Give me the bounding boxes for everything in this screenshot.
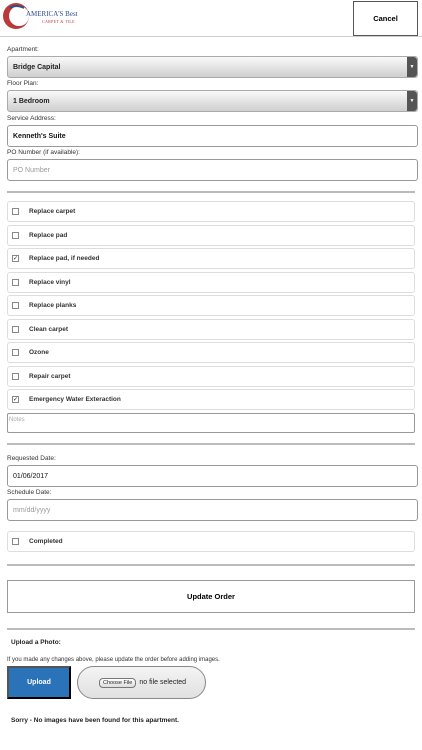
floor-plan-select[interactable] xyxy=(7,90,418,112)
service-label: Replace carpet xyxy=(29,208,76,215)
divider xyxy=(7,564,415,566)
apartment-value: Bridge Capital xyxy=(13,63,61,71)
dropdown-arrow-icon: ▼ xyxy=(407,57,417,77)
service-checkbox-row[interactable] xyxy=(7,272,415,293)
update-order-button[interactable]: Update Order xyxy=(7,580,415,613)
checkmark-icon: ✓ xyxy=(13,256,19,262)
floor-plan-value: 1 Bedroom xyxy=(13,97,50,105)
choose-file-button[interactable]: Choose File xyxy=(99,678,136,688)
checkmark-icon: ✓ xyxy=(13,397,19,403)
completed-checkbox-row[interactable] xyxy=(7,531,415,552)
no-file-text: no file selected xyxy=(139,679,187,686)
service-address-input[interactable]: Kenneth's Suite xyxy=(7,125,418,147)
po-number-label: PO Number (if available): xyxy=(7,149,80,156)
unchecked-checkbox[interactable] xyxy=(12,302,19,309)
service-checkbox-row[interactable] xyxy=(7,225,415,246)
unchecked-checkbox[interactable] xyxy=(12,349,19,356)
service-checkbox-row[interactable] xyxy=(7,319,415,340)
service-checkbox-row[interactable] xyxy=(7,295,415,316)
unchecked-checkbox[interactable] xyxy=(12,232,19,239)
service-checkbox-row[interactable] xyxy=(7,342,415,363)
unchecked-checkbox[interactable] xyxy=(12,279,19,286)
unchecked-checkbox[interactable] xyxy=(12,326,19,333)
cancel-button[interactable]: Cancel xyxy=(353,1,418,36)
upload-button[interactable]: Upload xyxy=(7,666,71,699)
upload-photo-title: Upload a Photo: xyxy=(11,639,61,646)
divider xyxy=(7,628,415,630)
requested-date-input[interactable]: 01/06/2017 xyxy=(7,465,418,487)
schedule-date-label: Schedule Date: xyxy=(7,489,52,496)
completed-label: Completed xyxy=(29,538,63,545)
service-label: Ozone xyxy=(29,349,49,356)
service-label: Replace vinyl xyxy=(29,278,71,286)
logo-subtitle: CARPET & TILE xyxy=(42,19,75,24)
schedule-date-input[interactable]: mm/dd/yyyy xyxy=(7,499,418,521)
service-label: Repair carpet xyxy=(29,372,71,380)
upload-info-text: If you made any changes above, please update the order before adding images. xyxy=(7,657,220,663)
apartment-label: Apartment: xyxy=(7,46,39,53)
floor-plan-label: Floor Plan: xyxy=(7,80,39,87)
requested-date-label: Requested Date: xyxy=(7,455,56,462)
apartment-select[interactable] xyxy=(7,56,418,78)
service-label: Replace planks xyxy=(29,302,77,309)
service-checkbox-row[interactable] xyxy=(7,366,415,387)
service-checkbox-row[interactable] xyxy=(7,201,415,222)
service-address-label: Service Address: xyxy=(7,115,56,122)
unchecked-checkbox[interactable] xyxy=(12,373,19,380)
service-label: Replace pad, if needed xyxy=(29,255,100,262)
no-images-message: Sorry - No images have been found for this apartment. xyxy=(11,717,179,724)
completed-checkbox[interactable] xyxy=(12,538,19,545)
notes-textarea[interactable]: Notes xyxy=(7,413,415,433)
service-label: Clean carpet xyxy=(29,325,69,333)
divider xyxy=(7,443,415,445)
checked-checkbox[interactable] xyxy=(12,396,19,403)
checked-checkbox[interactable] xyxy=(12,255,19,262)
unchecked-checkbox[interactable] xyxy=(12,208,19,215)
logo-text: AMERICA'S Best CARPET & TILE xyxy=(26,10,78,24)
service-checkbox-row[interactable] xyxy=(7,248,415,269)
file-input[interactable] xyxy=(77,666,206,699)
service-label: Replace pad xyxy=(29,231,68,239)
service-checkbox-row[interactable] xyxy=(7,389,415,410)
header xyxy=(0,0,422,37)
dropdown-arrow-icon: ▼ xyxy=(407,91,417,111)
service-label: Emergency Water Exteraction xyxy=(29,396,121,403)
company-logo[interactable] xyxy=(2,2,78,30)
po-number-input[interactable]: PO Number xyxy=(7,159,418,181)
divider xyxy=(7,191,415,193)
